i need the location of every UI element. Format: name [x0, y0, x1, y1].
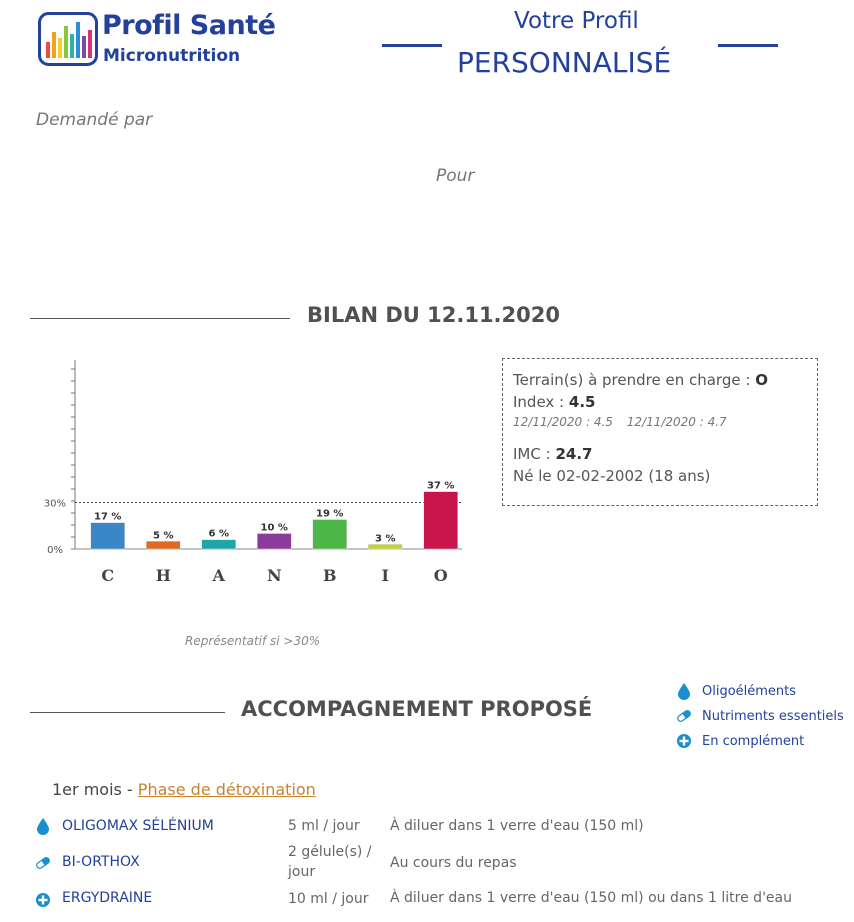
- legend-nutriments: [676, 707, 844, 725]
- threshold-label: 30%: [43, 498, 66, 510]
- phase-prefix: 1er mois -: [52, 780, 133, 799]
- category-label: A: [212, 566, 225, 585]
- header-divider-left: [382, 44, 442, 47]
- product-dose: 5 ml / jour: [288, 818, 360, 834]
- requested-by-label: Demandé par: [36, 110, 153, 130]
- bar-value-label: 6 %: [208, 528, 229, 540]
- birth-date: Né le 02-02-2002 (18 ans): [513, 467, 711, 485]
- legend-complement: [676, 732, 804, 750]
- index-history-item: 12/11/2020 : 4.7: [626, 415, 727, 429]
- bilan-bar-chart: [30, 355, 470, 595]
- header-divider-right: [718, 44, 778, 47]
- index-history: [513, 413, 807, 431]
- bar: [368, 544, 402, 549]
- bilan-divider: [30, 318, 290, 319]
- index-label: Index :: [513, 393, 565, 411]
- capsule-icon: [676, 707, 692, 725]
- imc-value: 24.7: [555, 445, 593, 463]
- bar: [202, 540, 236, 549]
- phase-link[interactable]: Phase de détoxination: [137, 780, 316, 799]
- terrain-value: O: [755, 371, 768, 389]
- legend-oligoelements: [676, 682, 796, 700]
- product-dose: 2 gélule(s) / jour: [288, 844, 372, 880]
- cross-icon: [35, 891, 51, 909]
- bar-value-label: 10 %: [260, 522, 288, 534]
- legend-label: Oligoéléments: [702, 683, 797, 699]
- legend-label: Nutriments essentiels: [702, 708, 844, 724]
- zero-label: 0%: [47, 545, 63, 556]
- category-label: B: [322, 566, 337, 585]
- category-label: C: [101, 566, 115, 585]
- product-name: ERGYDRAINE: [62, 890, 153, 906]
- imc-row: [513, 443, 807, 465]
- bar-value-label: 37 %: [427, 480, 455, 492]
- bilan-title: BILAN DU 12.11.2020: [307, 303, 560, 327]
- brand-name: Profil Santé: [102, 10, 276, 41]
- bar-value-label: 3 %: [375, 533, 396, 545]
- header-title-line2: PERSONNALISÉ: [457, 46, 672, 79]
- imc-label: IMC :: [513, 445, 551, 463]
- capsule-icon: [35, 854, 51, 872]
- bar: [257, 534, 291, 550]
- product-name: BI-ORTHOX: [62, 854, 140, 870]
- product-dose: 10 ml / jour: [288, 891, 369, 907]
- info-box: [502, 358, 818, 506]
- cross-icon: [676, 732, 692, 750]
- product-name: OLIGOMAX SÉLÉNIUM: [62, 818, 214, 834]
- bar: [424, 492, 458, 549]
- for-label: Pour: [436, 166, 475, 186]
- accompagnement-divider: [30, 712, 225, 713]
- drop-icon: [676, 682, 692, 700]
- category-label: I: [381, 566, 389, 585]
- drop-icon: [35, 817, 51, 835]
- brand-subtitle: Micronutrition: [103, 46, 241, 66]
- terrain-label: Terrain(s) à prendre en charge :: [513, 371, 751, 389]
- chart-note: Représentatif si >30%: [185, 634, 321, 648]
- index-value: 4.5: [568, 393, 596, 411]
- header-title-line1: Votre Profil: [514, 8, 639, 34]
- phase-line: [52, 780, 316, 799]
- bar: [146, 541, 180, 549]
- index-history-item: 12/11/2020 : 4.5: [513, 415, 613, 429]
- category-label: O: [433, 566, 448, 585]
- accompagnement-title: ACCOMPAGNEMENT PROPOSÉ: [241, 697, 593, 721]
- category-label: H: [155, 566, 171, 585]
- index-row: [513, 391, 807, 413]
- product-usage: À diluer dans 1 verre d'eau (150 ml): [390, 818, 644, 834]
- bar: [91, 523, 125, 549]
- product-usage: À diluer dans 1 verre d'eau (150 ml) ou dans 1 litre d'eau: [390, 890, 792, 906]
- terrain-row: [513, 369, 807, 391]
- bar-value-label: 19 %: [316, 508, 344, 520]
- legend-label: En complément: [702, 733, 805, 749]
- bar: [313, 520, 347, 549]
- bar-value-label: 5 %: [153, 530, 174, 542]
- brand-logo: [38, 12, 98, 66]
- bar-value-label: 17 %: [94, 511, 122, 523]
- category-label: N: [266, 566, 282, 585]
- product-usage: Au cours du repas: [390, 855, 517, 871]
